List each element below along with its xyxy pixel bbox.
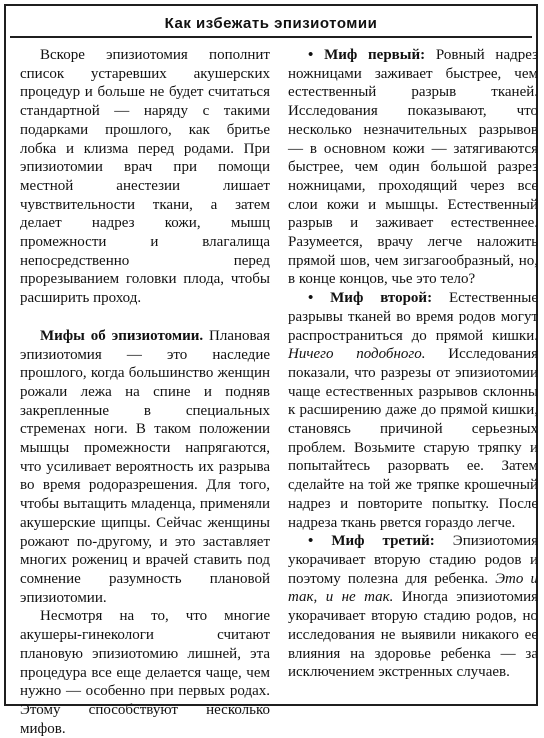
- article-title: Как избежать эпизиотомии: [164, 14, 378, 32]
- myths-text: Плановая эпизиотомия — это наследие прошлого, когда большинство женщин рожали лежа на спине и подняв закрепленные в специальных стременах ноги. В таком положении мышцы промежности напрягаются, что усиливает вероятность их разрыва во время родоразрешения. Для того, чтобы вытащить младенца, применяли акушерские щипцы. Сейчас женщины рожают по-другому, и это заставляет многих рожениц и врачей ставить под сомнение разумность плановой эпизиотомии.: [20, 327, 270, 606]
- article-frame: [4, 4, 539, 737]
- myth-2-paragraph: [288, 289, 538, 532]
- myth-1-paragraph: [288, 46, 538, 289]
- myths-paragraph: [20, 327, 270, 608]
- myth-3-paragraph: [288, 532, 538, 682]
- myth-3-text: Эпизиотомия укорачивает вторую стадию родов и поэтому полезна для ребенка.: [288, 533, 538, 587]
- intro-paragraph: Вскоре эпизиотомия пополнит список устаревших акушерских процедур и больше не будет считаться стандартной — наряду с такими подарками прошлого, как бритье лобка и клизма перед родами. При эпизиотомии врач при помощи местной анестезии лишает чувствительности ткани, а затем делает надрез кожи, мышц промежности и влагалища непосредственно перед прорезыванием головки плода, чтобы расширить проход.: [20, 47, 270, 307]
- bullet-icon: •: [308, 533, 314, 550]
- bullet-icon: •: [308, 290, 314, 307]
- myth-3-text-cont: Иногда эпизиотомия укорачивает вторую стадию родов, но исследования не выявили никакого ее влияния на здоровье ребенка — за исключением экстренных случаев.: [288, 589, 538, 681]
- myth-2-rebuttal: Ничего подобного.: [288, 346, 426, 363]
- closing-paragraph: Несмотря на то, что многие акушеры-гинекологи считают плановую эпизиотомию лишней, эта процедура все еще делается чаще, чем нужно — особенно при первых родах. Этому способствуют несколько мифов.: [20, 608, 270, 737]
- myth-2-heading: Миф второй:: [330, 290, 433, 307]
- bullet-icon: •: [308, 47, 314, 63]
- myth-1-heading: Миф первый:: [324, 47, 426, 63]
- myth-1-text: Ровный надрез ножницами заживает быстрее, чем естественный разрыв тканей. Исследования показывают, что несколько незначительных разрывов — в основном кожи — затягиваются быстрее, чем один большой разрез ножницами, проходящий через все слои кожи и мышцы. Естественный разрыв и заживает естественнее. Разумеется, врачу легче наложить прямой шов, чем зигзагообразный, но, в конце концов, чье это тело?: [288, 47, 538, 288]
- myth-2-text-cont: Исследования показали, что разрезы от эпизиотомии чаще естественных разрывов склонны к расширению даже до прямой кишки, становясь причиной серьезных проблем. Возьмите старую тряпку и попытайтесь разорвать ее. Затем сделайте на той же тряпке крошечный надрез и повторите попытку. После надреза ткань рвется гораздо легче.: [288, 346, 538, 531]
- myths-heading: Мифы об эпизиотомии.: [40, 327, 204, 344]
- myth-3-rebuttal: Это и так, и не так.: [288, 570, 538, 606]
- title-bar: [10, 10, 532, 38]
- myth-3-heading: Миф третий:: [331, 533, 435, 550]
- right-column: [288, 46, 538, 682]
- myth-2-text: Естественные разрывы тканей во время родов могут распространиться до прямой кишки.: [288, 290, 539, 344]
- left-column: [20, 46, 270, 738]
